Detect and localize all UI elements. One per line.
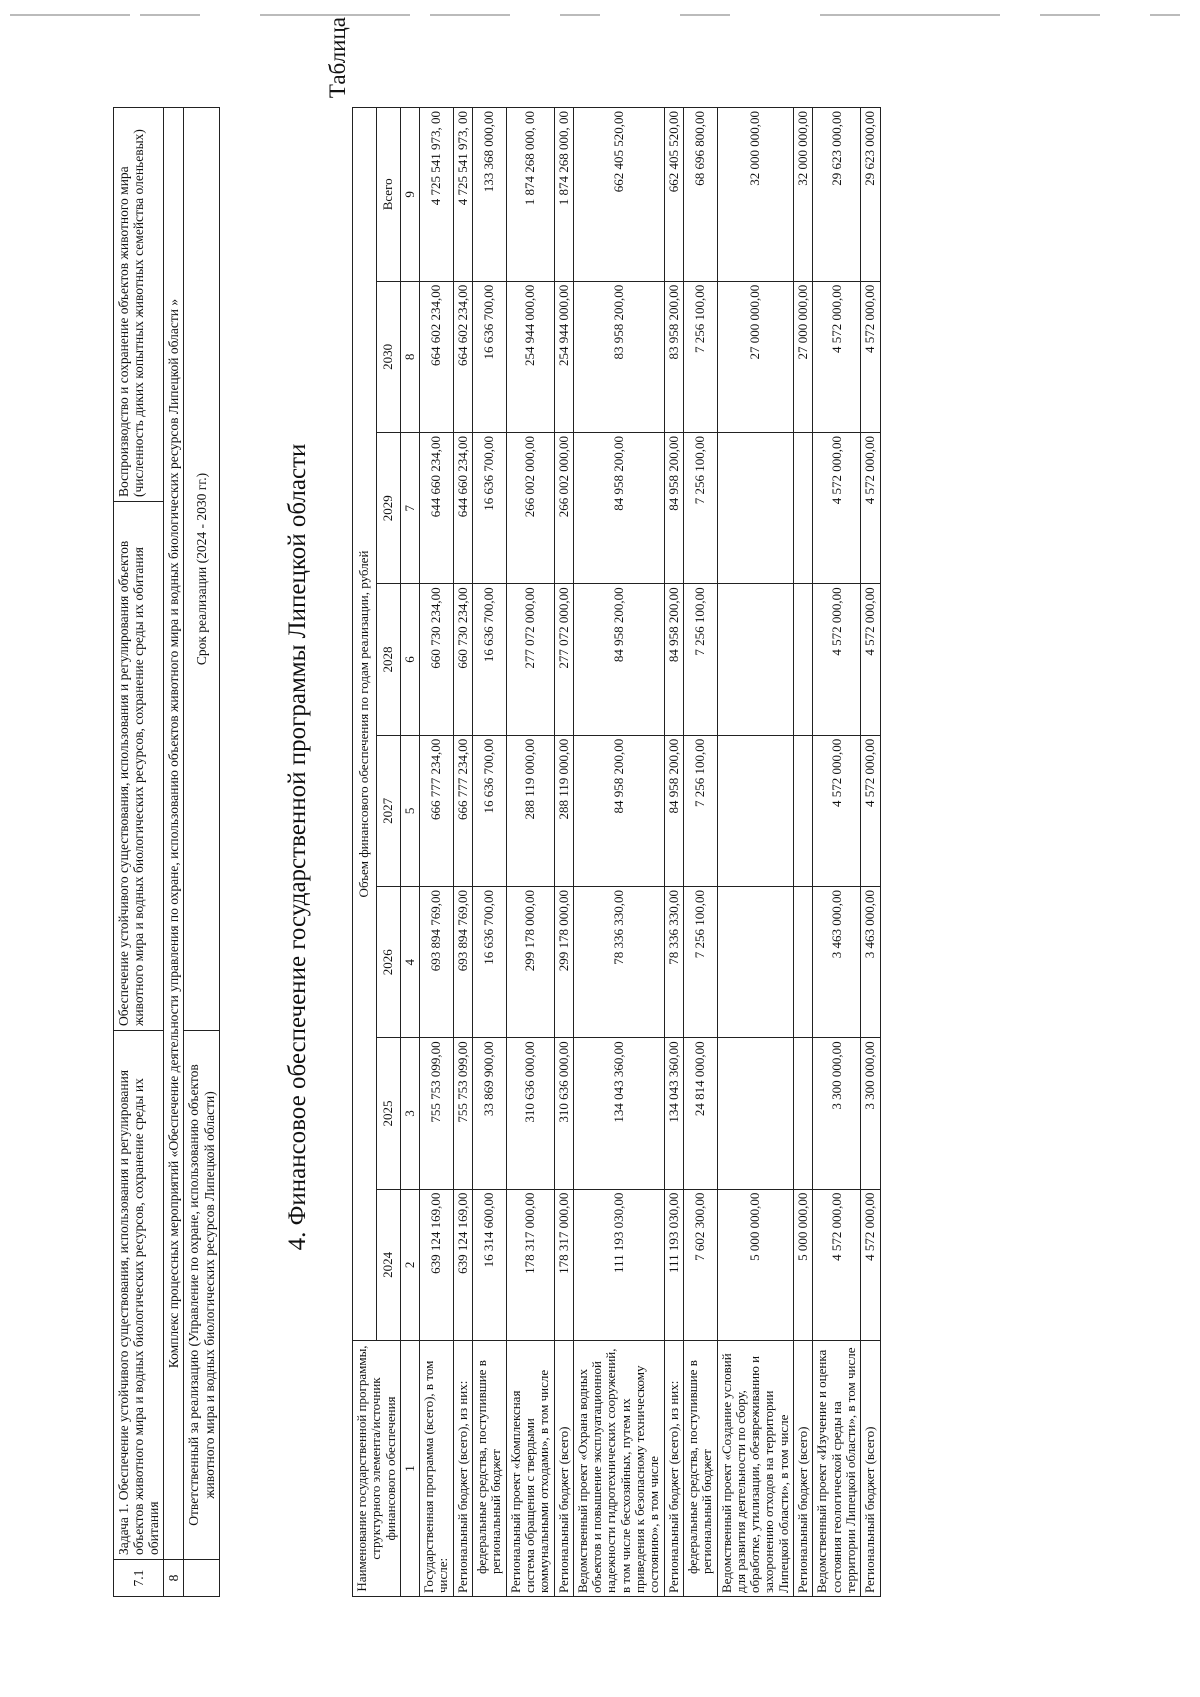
amount-cell: 84 958 200,00 <box>664 735 683 886</box>
amount-cell: 277 072 000,00 <box>554 584 573 735</box>
amount-cell <box>794 887 813 1038</box>
amount-cell <box>717 887 793 1038</box>
amount-cell: 4 572 000,00 <box>861 1189 880 1340</box>
amount-cell: 7 256 100,00 <box>683 433 717 584</box>
amount-cell: 16 636 700,00 <box>473 281 507 432</box>
table-row <box>453 108 472 1597</box>
row-label: Ведомственный проект «Охрана водных объектов и повышение эксплуатационной надежности гидротехнических сооружений, в том числе бесхозяйных, путем их приведения к безопасному техническому состоянию», в том числе <box>573 1341 664 1597</box>
amount-cell: 288 119 000,00 <box>506 735 554 886</box>
row-label: Региональный бюджет (всего) <box>861 1341 880 1597</box>
amount-cell: 133 368 000,00 <box>473 108 507 282</box>
amount-cell: 83 958 200,00 <box>573 281 664 432</box>
task-result: Обеспечение устойчивого существования, использования и регулирования объектов животного мира и водных биологических ресурсов, сохранение среды их обитания <box>114 502 164 1031</box>
task-number: 7.1 <box>114 1560 164 1597</box>
amount-cell: 4 572 000,00 <box>813 735 861 886</box>
table-row <box>420 108 454 1597</box>
amount-cell: 3 463 000,00 <box>813 887 861 1038</box>
table-row <box>664 108 683 1597</box>
amount-cell: 4 725 541 973, 00 <box>453 108 472 282</box>
amount-cell: 4 572 000,00 <box>861 281 880 432</box>
row-label: Государственная программа (всего), в том числе: <box>420 1341 454 1597</box>
amount-cell: 16 636 700,00 <box>473 887 507 1038</box>
responsible-row <box>184 108 219 1597</box>
amount-cell: 662 405 520,00 <box>573 108 664 282</box>
amount-cell: 32 000 000,00 <box>717 108 793 282</box>
amount-cell: 7 256 100,00 <box>683 735 717 886</box>
amount-cell: 693 894 769,00 <box>453 887 472 1038</box>
row-label: Региональный бюджет (всего) <box>554 1341 573 1597</box>
amount-cell: 310 636 000,00 <box>506 1038 554 1189</box>
amount-cell: 83 958 200,00 <box>664 281 683 432</box>
amount-cell: 7 256 100,00 <box>683 887 717 1038</box>
column-number: 7 <box>400 433 419 584</box>
amount-cell: 7 256 100,00 <box>683 281 717 432</box>
amount-cell: 84 958 200,00 <box>573 584 664 735</box>
row-label: Региональный бюджет (всего), из них: <box>664 1341 683 1597</box>
amount-cell: 84 958 200,00 <box>573 433 664 584</box>
complex-row <box>164 108 184 1597</box>
table-row <box>683 108 717 1597</box>
amount-cell: 33 869 900,00 <box>473 1038 507 1189</box>
year-header: Всего <box>376 108 400 282</box>
column-number: 1 <box>400 1341 419 1597</box>
table-caption: Таблица <box>325 17 350 99</box>
row-label: Региональный бюджет (всего), из них: <box>453 1341 472 1597</box>
amount-cell: 4 572 000,00 <box>813 584 861 735</box>
amount-cell: 266 002 000,00 <box>506 433 554 584</box>
financing-body <box>420 108 880 1597</box>
row-label: Ведомственный проект «Изучение и оценка состояния геологической среды на территории Липецкой области», в том числе <box>813 1341 861 1597</box>
column-number: 5 <box>400 735 419 886</box>
column-number: 3 <box>400 1038 419 1189</box>
column-number: 9 <box>400 108 419 282</box>
year-header: 2025 <box>376 1038 400 1189</box>
amount-cell: 662 405 520,00 <box>664 108 683 282</box>
complex-number: 8 <box>164 1560 184 1597</box>
amount-cell: 277 072 000,00 <box>506 584 554 735</box>
column-number: 2 <box>400 1189 419 1340</box>
amount-cell: 299 178 000,00 <box>506 887 554 1038</box>
amount-cell: 5 000 000,00 <box>794 1189 813 1340</box>
amount-cell: 254 944 000,00 <box>506 281 554 432</box>
amount-cell: 660 730 234,00 <box>453 584 472 735</box>
amount-cell: 4 572 000,00 <box>861 584 880 735</box>
amount-cell: 3 300 000,00 <box>813 1038 861 1189</box>
amount-cell: 111 193 030,00 <box>664 1189 683 1340</box>
table-row <box>554 108 573 1597</box>
task-table <box>113 107 220 1597</box>
amount-cell: 755 753 099,00 <box>420 1038 454 1189</box>
amount-cell: 693 894 769,00 <box>420 887 454 1038</box>
amount-cell: 16 636 700,00 <box>473 433 507 584</box>
amount-cell: 29 623 000,00 <box>813 108 861 282</box>
amount-cell: 84 958 200,00 <box>573 735 664 886</box>
amount-cell: 68 696 800,00 <box>683 108 717 282</box>
amount-cell: 644 660 234,00 <box>420 433 454 584</box>
amount-cell: 27 000 000,00 <box>794 281 813 432</box>
responsible-text: Ответственный за реализацию (Управление по охране, использованию объектов животного мира и водных биологических ресурсов Липецкой области) <box>184 1031 219 1560</box>
column-number: 8 <box>400 281 419 432</box>
amount-cell: 4 572 000,00 <box>813 281 861 432</box>
financing-table <box>352 107 881 1597</box>
amount-cell <box>794 1038 813 1189</box>
year-header: 2024 <box>376 1189 400 1340</box>
amount-cell <box>794 584 813 735</box>
amount-cell: 666 777 234,00 <box>420 735 454 886</box>
table-row <box>861 108 880 1597</box>
year-header: 2030 <box>376 281 400 432</box>
amount-cell: 134 043 360,00 <box>573 1038 664 1189</box>
section-heading: 4. Финансовое обеспечение государственной программы Липецкой области <box>284 443 311 1251</box>
amount-cell <box>794 735 813 886</box>
year-header: 2028 <box>376 584 400 735</box>
header-volume: Объем финансового обеспечения по годам реализации, рублей <box>353 108 377 1341</box>
amount-cell: 288 119 000,00 <box>554 735 573 886</box>
amount-cell: 664 602 234,00 <box>453 281 472 432</box>
amount-cell: 27 000 000,00 <box>717 281 793 432</box>
amount-cell: 4 725 541 973, 00 <box>420 108 454 282</box>
amount-cell <box>794 433 813 584</box>
column-number: 6 <box>400 584 419 735</box>
amount-cell: 4 572 000,00 <box>861 735 880 886</box>
amount-cell: 4 572 000,00 <box>861 433 880 584</box>
empty-cell <box>184 1560 219 1597</box>
amount-cell: 254 944 000,00 <box>554 281 573 432</box>
amount-cell: 4 572 000,00 <box>813 1189 861 1340</box>
amount-cell: 24 814 000,00 <box>683 1038 717 1189</box>
row-label: Региональный проект «Комплексная система обращения с твердыми коммунальными отходами», в том числе <box>506 1341 554 1597</box>
amount-cell <box>717 1038 793 1189</box>
column-number: 4 <box>400 887 419 1038</box>
amount-cell: 299 178 000,00 <box>554 887 573 1038</box>
amount-cell: 5 000 000,00 <box>717 1189 793 1340</box>
amount-cell: 666 777 234,00 <box>453 735 472 886</box>
amount-cell: 178 317 000,00 <box>506 1189 554 1340</box>
amount-cell: 32 000 000,00 <box>794 108 813 282</box>
table-row <box>794 108 813 1597</box>
amount-cell: 78 336 330,00 <box>664 887 683 1038</box>
amount-cell: 310 636 000,00 <box>554 1038 573 1189</box>
row-label: федеральные средства, поступившие в региональный бюджет <box>473 1341 507 1597</box>
amount-cell: 7 256 100,00 <box>683 584 717 735</box>
amount-cell: 639 124 169,00 <box>453 1189 472 1340</box>
amount-cell: 1 874 268 000, 00 <box>506 108 554 282</box>
amount-cell: 266 002 000,00 <box>554 433 573 584</box>
row-label: Региональный бюджет (всего) <box>794 1341 813 1597</box>
amount-cell: 664 602 234,00 <box>420 281 454 432</box>
row-label: Ведомственный проект «Создание условий для развития деятельности по сбору, обработке, утилизации, обезвреживанию и захоронению отходов на территории Липецкой области», в том числе <box>717 1341 793 1597</box>
amount-cell: 3 463 000,00 <box>861 887 880 1038</box>
task-text: Задача 1. Обеспечение устойчивого существования, использования и регулирования объектов животного мира и водных биологических ресурсов, сохранение среды их обитания <box>114 1031 164 1560</box>
amount-cell: 7 602 300,00 <box>683 1189 717 1340</box>
amount-cell <box>717 735 793 886</box>
year-header: 2027 <box>376 735 400 886</box>
table-row <box>506 108 554 1597</box>
amount-cell: 134 043 360,00 <box>664 1038 683 1189</box>
amount-cell: 3 300 000,00 <box>861 1038 880 1189</box>
amount-cell <box>717 584 793 735</box>
year-header: 2029 <box>376 433 400 584</box>
amount-cell: 660 730 234,00 <box>420 584 454 735</box>
amount-cell: 84 958 200,00 <box>664 433 683 584</box>
year-header: 2026 <box>376 887 400 1038</box>
header-row-1 <box>353 108 377 1597</box>
complex-title: Комплекс процессных мероприятий «Обеспечение деятельности управления по охране, использованию объектов животного мира и водных биологических ресурсов Липецкой области » <box>164 108 184 1560</box>
row-label: федеральные средства, поступившие в региональный бюджет <box>683 1341 717 1597</box>
task-row <box>114 108 164 1597</box>
amount-cell: 29 623 000,00 <box>861 108 880 282</box>
table-row <box>573 108 664 1597</box>
table-row <box>813 108 861 1597</box>
table-row <box>473 108 507 1597</box>
amount-cell: 16 314 600,00 <box>473 1189 507 1340</box>
column-number-row <box>400 108 419 1597</box>
header-name: Наименование государственной программы, структурного элемента/источник финансового обеспечения <box>353 1341 401 1597</box>
task-indicator: Воспроизводство и сохранение объектов животного мира (численность диких копытных животных семейства оленьевых) <box>114 108 164 502</box>
amount-cell: 78 336 330,00 <box>573 887 664 1038</box>
amount-cell: 644 660 234,00 <box>453 433 472 584</box>
term-text: Срок реализации (2024 - 2030 гг.) <box>184 108 219 1031</box>
amount-cell: 1 874 268 000, 00 <box>554 108 573 282</box>
amount-cell: 16 636 700,00 <box>473 584 507 735</box>
amount-cell <box>717 433 793 584</box>
amount-cell: 755 753 099,00 <box>453 1038 472 1189</box>
amount-cell: 639 124 169,00 <box>420 1189 454 1340</box>
amount-cell: 4 572 000,00 <box>813 433 861 584</box>
amount-cell: 84 958 200,00 <box>664 584 683 735</box>
amount-cell: 178 317 000,00 <box>554 1189 573 1340</box>
amount-cell: 111 193 030,00 <box>573 1189 664 1340</box>
amount-cell: 16 636 700,00 <box>473 735 507 886</box>
table-row <box>717 108 793 1597</box>
